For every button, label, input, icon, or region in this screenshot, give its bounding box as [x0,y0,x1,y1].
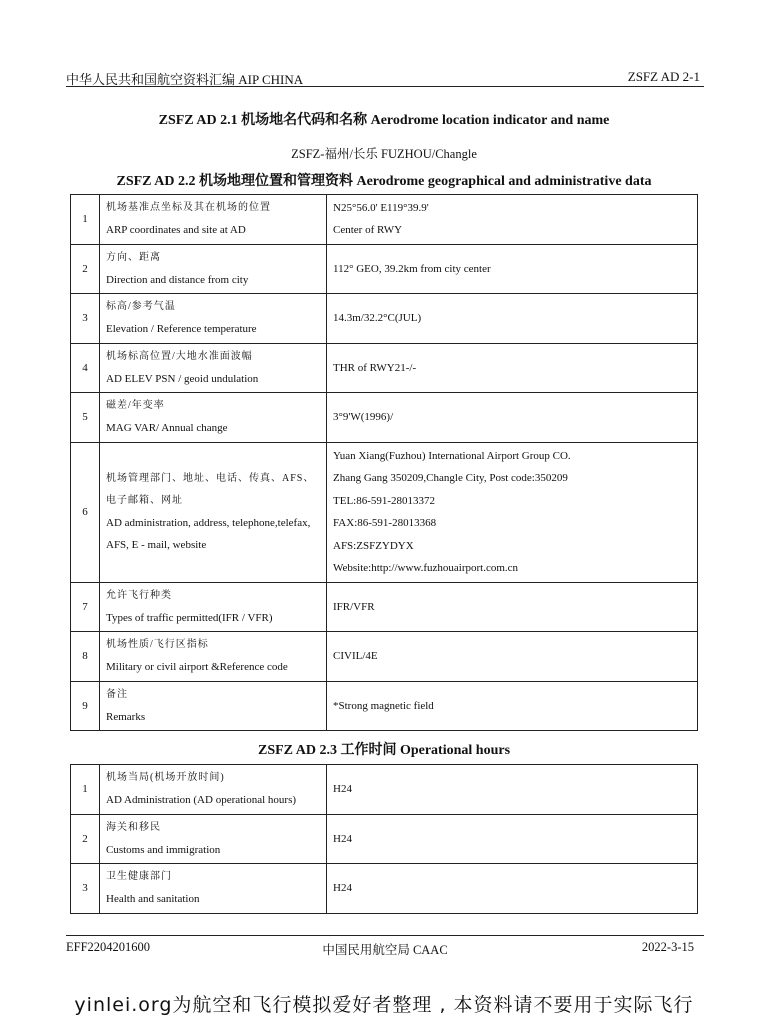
item-value: H24 [333,882,352,894]
item-value: AFS:ZSFZYDYX [333,539,414,552]
item-value-cell [327,681,698,731]
row-number: 7 [71,582,100,632]
footer-date: 2022-3-15 [641,940,694,954]
item-label-english: Military or civil airport &Reference code [106,661,288,674]
item-value-cell [327,864,698,914]
item-label-english: Elevation / Reference temperature [106,323,257,336]
item-value: CIVIL/4E [333,650,378,662]
item-label-chinese: 机场管理部门、地址、电话、传真、AFS、电子邮箱、网址 [106,473,315,506]
item-label-cell [100,442,327,582]
item-value: H24 [333,783,352,795]
item-value: 112° GEO, 39.2km from city center [333,262,491,275]
section-2-3-title: ZSFZ AD 2.3 工作时间 Operational hours [257,743,511,758]
row-number: 8 [71,632,100,682]
item-label-chinese: 允许飞行种类 [106,589,172,601]
item-value-cell [327,582,698,632]
item-value: Website:http://www.fuzhouairport.com.cn [333,562,519,574]
row-number: 9 [71,681,100,731]
item-label-english: Remarks [106,710,146,723]
geo-admin-table [70,194,698,731]
item-label-cell [100,294,327,344]
item-value-cell [327,294,698,344]
table-row [71,244,698,294]
table-row [71,343,698,393]
item-value: Center of RWY [333,224,403,237]
item-label-english: AD Administration (AD operational hours) [106,794,297,807]
item-label-chinese: 海关和移民 [106,821,161,833]
item-label-cell [100,681,327,731]
row-number: 4 [71,343,100,393]
item-value: FAX:86-591-28013368 [333,517,437,529]
item-label-chinese: 方向、距离 [106,251,161,263]
item-label-english: Health and sanitation [106,893,200,906]
item-label-cell [100,632,327,682]
item-label-english: ARP coordinates and site at AD [106,224,246,237]
item-value-cell [327,195,698,245]
item-value-cell [327,244,698,294]
row-number: 2 [71,244,100,294]
item-value: Zhang Gang 350209,Changle City, Post code:350209 [333,472,568,484]
item-label-cell [100,343,327,393]
page-header [66,68,704,87]
item-value-cell [327,765,698,815]
item-label-chinese: 标高/参考气温 [106,301,176,313]
item-label-chinese: 机场当局(机场开放时间) [106,772,225,784]
row-number: 6 [71,442,100,582]
item-value: *Strong magnetic field [333,699,434,712]
table-row [71,632,698,682]
page-number: ZSFZ AD 2-1 [627,69,700,84]
item-label-english: MAG VAR/ Annual change [106,422,228,435]
item-value-cell [327,393,698,443]
item-label-chinese: 机场基准点坐标及其在机场的位置 [106,202,271,214]
table-row [71,582,698,632]
item-label-cell [100,393,327,443]
item-label-cell [100,582,327,632]
item-label-english: AD ELEV PSN / geoid undulation [106,372,259,385]
section-2-1-title: ZSFZ AD 2.1 机场地名代码和名称 Aerodrome location indicator and name [158,113,610,128]
item-label-chinese: 机场标高位置/大地水准面波幅 [106,350,253,362]
item-label-chinese: 备注 [106,688,128,700]
item-value: 3°9'W(1996)/ [333,411,394,423]
item-value-cell [327,343,698,393]
item-label-chinese: 磁差/年变率 [106,400,165,412]
operational-hours-table [70,764,698,914]
item-label-english: Direction and distance from city [106,273,249,286]
item-value: 14.3m/32.2°C(JUL) [333,312,422,324]
table-row [71,393,698,443]
item-label-english: Types of traffic permitted(IFR / VFR) [106,611,273,624]
table-row [71,195,698,245]
table-row [71,864,698,914]
table-row [71,814,698,864]
table-row [71,765,698,815]
row-number: 1 [71,765,100,815]
effective-code: EFF2204201600 [66,940,151,954]
row-number: 5 [71,393,100,443]
item-label-chinese: 卫生健康部门 [106,871,172,883]
item-label-english: Customs and immigration [106,843,221,856]
item-label-cell [100,195,327,245]
row-number: 3 [71,864,100,914]
page-footer [66,935,704,956]
item-value: IFR/VFR [333,600,375,613]
item-value-cell [327,814,698,864]
table-row [71,442,698,582]
item-value: Yuan Xiang(Fuzhou) International Airport Group CO. [333,449,571,462]
item-label-cell [100,765,327,815]
row-number: 2 [71,814,100,864]
item-label-cell [100,244,327,294]
item-label-english: AD administration, address, telephone,telefax, AFS, E - mail, website [106,517,311,551]
item-value: TEL:86-591-28013372 [333,494,436,507]
table-row [71,294,698,344]
item-label-chinese: 机场性质/飞行区指标 [106,639,209,651]
row-number: 3 [71,294,100,344]
row-number: 1 [71,195,100,245]
item-value: H24 [333,832,352,845]
footer-authority: 中国民用航空局 CAAC [322,943,448,957]
item-value: N25°56.0' E119°39.9' [333,201,429,214]
table-row [71,681,698,731]
item-value: THR of RWY21-/- [333,361,417,374]
item-label-cell [100,864,327,914]
item-value-cell [327,632,698,682]
header-title: 中华人民共和国航空资料汇编 AIP CHINA [66,72,304,87]
section-2-2-title: ZSFZ AD 2.2 机场地理位置和管理资料 Aerodrome geographical and administrative data [116,174,652,189]
watermark-text: yinlei.org为航空和飞行模拟爱好者整理 , 本资料请不要用于实际飞行 [74,994,694,1016]
location-name: ZSFZ-福州/长乐 FUZHOU/Changle [291,147,477,161]
item-label-cell [100,814,327,864]
item-value-cell [327,442,698,582]
